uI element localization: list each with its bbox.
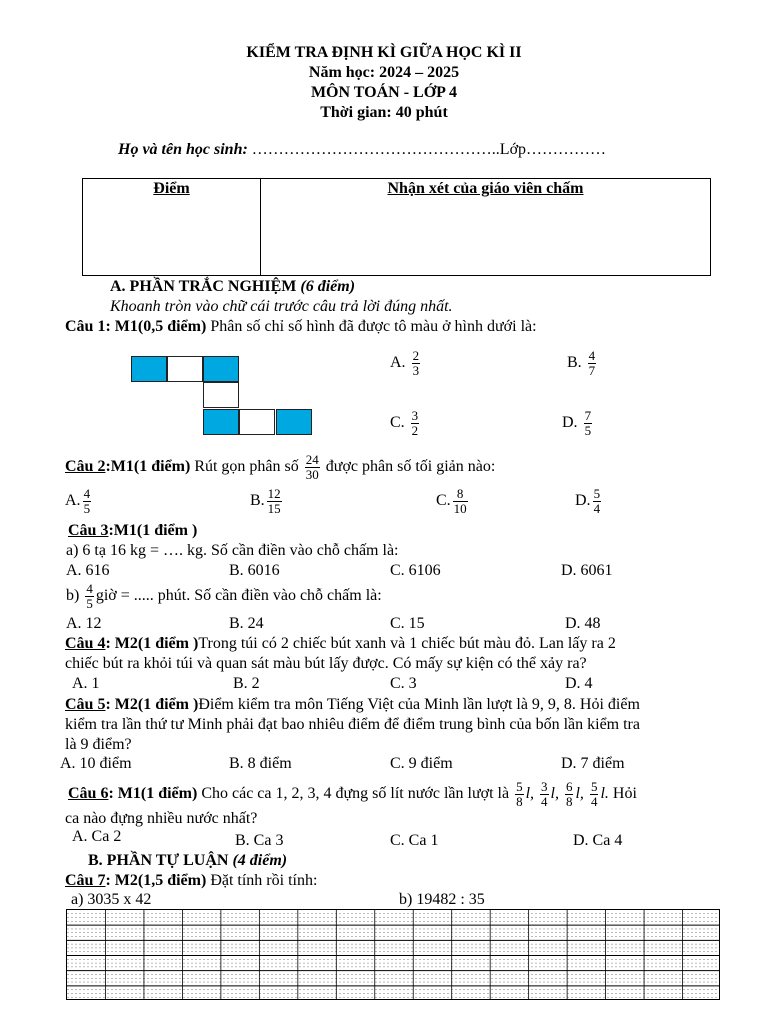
teacher-comment-header: Nhận xét của giáo viên chấm bbox=[261, 179, 711, 276]
question-4 bbox=[65, 635, 616, 653]
q4-option-a[interactable]: A. 1 bbox=[72, 675, 100, 692]
option-letter: C. bbox=[390, 413, 405, 431]
fraction bbox=[267, 487, 282, 515]
q4-label: Câu 4 bbox=[65, 635, 106, 652]
fraction bbox=[590, 780, 599, 808]
q6-option-b[interactable]: B. Ca 3 bbox=[235, 832, 284, 849]
q4-points: : M2(1 điểm ) bbox=[105, 635, 199, 652]
option-letter: D. bbox=[575, 491, 591, 509]
q6-points: : M1(1 điểm) bbox=[108, 784, 198, 802]
numerator: 5 bbox=[593, 486, 601, 501]
q2-option-a[interactable] bbox=[65, 487, 93, 515]
q3b-option-c[interactable]: C. 15 bbox=[390, 615, 425, 632]
q6-text-line2: ca nào đựng nhiều nước nhất? bbox=[65, 810, 258, 827]
question-7 bbox=[65, 872, 317, 890]
figure-cell-empty bbox=[167, 356, 203, 382]
part-a-points: (6 điểm) bbox=[296, 278, 356, 295]
q4-option-d[interactable]: D. 4 bbox=[565, 675, 593, 692]
option-letter: A. bbox=[390, 353, 406, 371]
denominator: 8 bbox=[516, 793, 523, 809]
denominator: 15 bbox=[267, 500, 281, 516]
grid-lines bbox=[67, 910, 720, 1000]
fraction bbox=[411, 409, 420, 437]
fraction bbox=[453, 487, 468, 515]
student-class-label[interactable]: Lớp…………… bbox=[499, 141, 607, 158]
q5-points: : M2(1 điểm ) bbox=[105, 696, 199, 713]
numerator: 8 bbox=[453, 487, 468, 502]
q1-option-b[interactable] bbox=[567, 349, 598, 377]
denominator: 4 bbox=[590, 793, 598, 809]
numerator: 4 bbox=[86, 581, 93, 596]
q5-option-d[interactable]: D. 7 điểm bbox=[561, 755, 625, 772]
q7-label: Câu 7 bbox=[65, 872, 106, 889]
subject-line: MÔN TOÁN - LỚP 4 bbox=[310, 84, 458, 101]
numerator: 12 bbox=[267, 486, 281, 501]
student-name-dots[interactable]: ……………………………………….. bbox=[247, 141, 500, 158]
q6-option-a[interactable]: A. Ca 2 bbox=[72, 828, 122, 845]
q4-text-line2: chiếc bút ra khỏi túi và quan sát màu bút lấy được. Có mấy sự kiện có thể xảy ra? bbox=[65, 655, 587, 672]
denominator: 8 bbox=[565, 793, 573, 809]
q2-text-tail: được phân số tối giản nào: bbox=[321, 457, 496, 475]
denominator: 10 bbox=[453, 500, 467, 516]
time-line: Thời gian: 40 phút bbox=[320, 104, 448, 121]
q6-option-c[interactable]: C. Ca 1 bbox=[390, 832, 439, 849]
denominator: 5 bbox=[86, 595, 93, 611]
q7-text: Đặt tính rồi tính: bbox=[206, 872, 318, 889]
exam-title: KIỂM TRA ĐỊNH KÌ GIỮA HỌC KÌ II bbox=[246, 44, 522, 61]
numerator: 4 bbox=[83, 486, 91, 501]
q2-option-c[interactable] bbox=[436, 487, 470, 515]
numerator: 3 bbox=[411, 408, 419, 423]
part-a-heading bbox=[110, 278, 355, 296]
unit: l, bbox=[575, 784, 588, 802]
option-letter: C. bbox=[436, 491, 451, 509]
q5-label: Câu 5 bbox=[65, 696, 106, 713]
answer-grid[interactable] bbox=[66, 909, 720, 1000]
part-b-title: B. PHẦN TỰ LUẬN bbox=[88, 852, 229, 869]
numerator: 2 bbox=[412, 348, 420, 363]
figure-cell-shaded bbox=[131, 356, 167, 382]
q3b-option-d[interactable]: D. 48 bbox=[565, 615, 601, 632]
denominator: 30 bbox=[305, 466, 319, 482]
question-1 bbox=[65, 318, 537, 336]
q2-text: Rút gọn phân số bbox=[190, 457, 299, 475]
unit: l. bbox=[600, 784, 609, 802]
school-year: Năm học: 2024 – 2025 bbox=[308, 64, 460, 81]
q5-option-b[interactable]: B. 8 điểm bbox=[229, 755, 292, 772]
score-header: Điểm bbox=[83, 179, 261, 276]
q3-label: Câu 3 bbox=[68, 522, 109, 539]
fraction bbox=[584, 409, 593, 437]
q6-option-d[interactable]: D. Ca 4 bbox=[573, 832, 623, 849]
denominator: 3 bbox=[412, 362, 420, 378]
denominator: 5 bbox=[584, 422, 592, 438]
q3b-option-b[interactable]: B. 24 bbox=[229, 615, 264, 632]
figure-cell-shaded bbox=[203, 356, 239, 382]
q6-text: Cho các ca 1, 2, 3, 4 đựng số lít nước lần lượt là bbox=[197, 784, 510, 802]
fraction bbox=[588, 349, 597, 377]
q7-part-b: b) 19482 : 35 bbox=[399, 891, 485, 908]
q3b-text bbox=[66, 582, 382, 610]
numerator: 5 bbox=[590, 779, 598, 794]
denominator: 7 bbox=[588, 362, 596, 378]
q4-option-c[interactable]: C. 3 bbox=[390, 675, 417, 692]
numerator: 24 bbox=[305, 452, 319, 467]
question-2 bbox=[65, 453, 495, 481]
q3a-option-b[interactable]: B. 6016 bbox=[229, 562, 280, 579]
q2-label: Câu 2 bbox=[65, 457, 106, 475]
unit: l, bbox=[525, 784, 539, 802]
part-a-title: A. PHẦN TRẮC NGHIỆM bbox=[110, 278, 297, 295]
q3a-option-c[interactable]: C. 6106 bbox=[390, 562, 441, 579]
q5-option-a[interactable]: A. 10 điểm bbox=[60, 755, 132, 772]
fraction bbox=[85, 582, 94, 610]
q1-option-d[interactable] bbox=[562, 409, 594, 437]
option-letter: A. bbox=[65, 491, 81, 509]
q3b-body: giờ = ..... phút. Số cần điền vào chỗ chấm là: bbox=[95, 586, 382, 604]
numerator: 4 bbox=[588, 348, 596, 363]
q2-option-d[interactable] bbox=[575, 487, 603, 515]
denominator: 5 bbox=[83, 500, 91, 516]
q5-text: Điểm kiểm tra môn Tiếng Việt của Minh lần lượt là 9, 9, 8. Hỏi điểm bbox=[198, 696, 640, 713]
q2-option-b[interactable] bbox=[250, 487, 284, 515]
student-line bbox=[118, 141, 606, 159]
unit: l, bbox=[550, 784, 563, 802]
q1-option-c[interactable] bbox=[390, 409, 421, 437]
option-letter: B. bbox=[567, 353, 582, 371]
q6-text-tail: Hỏi bbox=[608, 784, 637, 802]
option-letter: B. bbox=[250, 491, 265, 509]
fraction bbox=[305, 453, 320, 481]
q7-points: : M2(1,5 điểm) bbox=[105, 872, 207, 889]
fraction bbox=[412, 349, 421, 377]
numerator: 7 bbox=[584, 408, 592, 423]
option-letter: D. bbox=[562, 413, 578, 431]
q4-text: Trong túi có 2 chiếc bút xanh và 1 chiếc bút màu đỏ. Lan lấy ra 2 bbox=[198, 635, 616, 652]
q3b-prefix: b) bbox=[66, 586, 84, 604]
question-3 bbox=[68, 522, 197, 540]
numerator: 5 bbox=[516, 779, 523, 794]
q3a-text: a) 6 tạ 16 kg = …. kg. Số cần điền vào chỗ chấm là: bbox=[66, 542, 399, 559]
figure-cell-empty bbox=[239, 409, 275, 435]
question-6 bbox=[68, 780, 637, 808]
student-name-label: Họ và tên học sinh: bbox=[118, 141, 248, 158]
q3a-option-d[interactable]: D. 6061 bbox=[561, 562, 613, 579]
part-a-instruction: Khoanh tròn vào chữ cái trước câu trả lời đúng nhất. bbox=[110, 298, 453, 315]
numerator: 6 bbox=[565, 779, 573, 794]
q4-option-b[interactable]: B. 2 bbox=[233, 675, 260, 692]
q5-option-c[interactable]: C. 9 điểm bbox=[390, 755, 453, 772]
figure-cell-shaded bbox=[276, 409, 312, 435]
numerator: 3 bbox=[541, 779, 548, 794]
part-b-heading bbox=[88, 852, 287, 870]
figure-cell-empty bbox=[203, 382, 239, 408]
q1-option-a[interactable] bbox=[390, 349, 422, 377]
q3a-option-a[interactable]: A. 616 bbox=[66, 562, 110, 579]
q5-text-line2: kiểm tra lần thứ tư Minh phải đạt bao nhiêu điểm để điểm trung bình của bốn lần kiểm tra bbox=[65, 716, 640, 733]
q3b-option-a[interactable]: A. 12 bbox=[66, 615, 102, 632]
q1-label: Câu 1: M1(0,5 điểm) bbox=[65, 318, 207, 335]
score-table bbox=[82, 178, 711, 276]
fraction bbox=[593, 487, 602, 515]
q6-label: Câu 6 bbox=[68, 784, 109, 802]
q1-text: Phân số chỉ số hình đã được tô màu ở hình dưới là: bbox=[206, 318, 537, 335]
denominator: 4 bbox=[541, 793, 548, 809]
fraction bbox=[83, 487, 92, 515]
denominator: 2 bbox=[411, 422, 419, 438]
part-b-points: (4 điểm) bbox=[228, 852, 288, 869]
figure-cell-shaded bbox=[203, 409, 239, 435]
fraction bbox=[540, 780, 549, 808]
q7-part-a: a) 3035 x 42 bbox=[71, 891, 152, 908]
q3-points: :M1(1 điểm ) bbox=[108, 522, 198, 539]
question-5 bbox=[65, 696, 640, 714]
denominator: 4 bbox=[593, 500, 601, 516]
q2-points: :M1(1 điểm) bbox=[105, 457, 191, 475]
fraction bbox=[515, 780, 524, 808]
q5-text-line3: là 9 điểm? bbox=[65, 736, 132, 753]
fraction bbox=[565, 780, 574, 808]
